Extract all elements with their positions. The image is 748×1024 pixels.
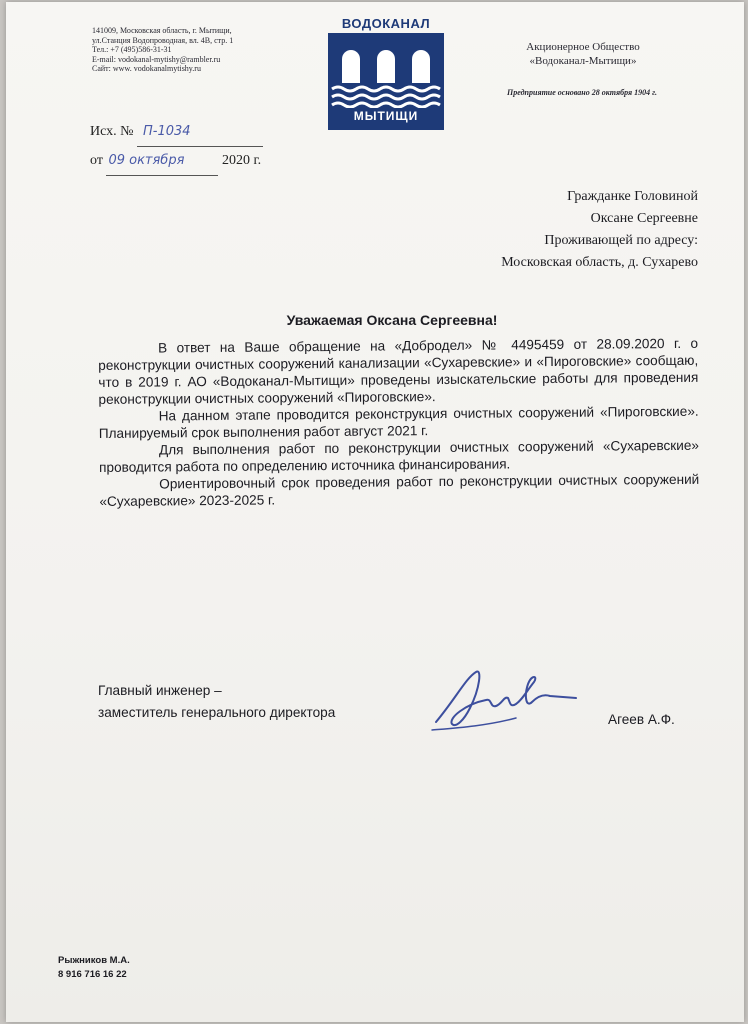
signatory-title: [98, 680, 335, 724]
out-number-label: Исх. №: [90, 124, 134, 139]
recipient-line: Проживающей по адресу:: [544, 233, 698, 248]
recipient-block: [386, 186, 698, 274]
outgoing-reference: [90, 118, 263, 176]
date-handwritten: 09 октября: [106, 147, 218, 176]
sender-address-line: ул.Станция Водопроводная, вл. 4В, стр. 1: [92, 35, 234, 45]
letter-sheet: [6, 2, 744, 1022]
logo-bottom-text: МЫТИЩИ: [353, 109, 419, 123]
body-paragraph: На данном этапе проводится реконструкция очистных сооружений «Пироговские». Планируемый срок выполнения работ август 2021 г.: [98, 403, 699, 441]
executor-phone: 8 916 716 16 22: [58, 969, 127, 980]
signatory-name: Агеев А.Ф.: [608, 712, 675, 727]
letter-body: [98, 335, 699, 510]
org-line-2: «Водоканал-Мытищи»: [529, 55, 637, 67]
date-prefix: от: [90, 153, 103, 168]
signatory-title-line-2: заместитель генерального директора: [98, 705, 336, 720]
organization-name: [498, 40, 668, 68]
sender-address: [92, 26, 302, 74]
org-line-1: Акционерное Общество: [526, 41, 640, 53]
out-number-handwritten: П-1034: [137, 118, 263, 147]
signatory-title-line-1: Главный инженер –: [98, 683, 222, 698]
body-paragraph: В ответ на Ваше обращение на «Добродел» № 4495459 от 28.09.2020 г. о реконструкции очистных сооружений канализации «Сухаревские» и «Пироговские» сообщаю, что в 2019 г. АО «Водоканал-Мытищи» проведены изыскательские работы для проведения реконструкции очистных сооружений «Пироговские».: [98, 335, 699, 407]
executor-name: Рыжников М.А.: [58, 955, 130, 966]
handwritten-signature: [426, 658, 596, 738]
salutation: Уважаемая Оксана Сергеевна!: [286, 312, 498, 328]
sender-email: E-mail: vodokanal-mytishy@rambler.ru: [92, 54, 221, 64]
recipient-address: Московская область, д. Сухарево: [501, 255, 698, 270]
recipient-line: Гражданке Головиной: [567, 189, 698, 204]
body-paragraph: Для выполнения работ по реконструкции очистных сооружений «Сухаревские» проводится работа по определению источника финансирования.: [99, 437, 700, 475]
executor-block: [58, 954, 130, 982]
body-paragraph: Ориентировочный срок проведения работ по реконструкции очистных сооружений «Сухаревские» 2023-2025 г.: [99, 471, 700, 509]
sender-website: Сайт: www. vodokanalmytishy.ru: [92, 64, 201, 74]
sender-address-line: 141009, Московская область, г. Мытищи,: [92, 26, 232, 35]
vodokanal-logo: [328, 16, 444, 130]
org-founded-note: Предприятие основано 28 октября 1904 г.: [507, 88, 657, 97]
date-suffix: 2020 г.: [221, 153, 262, 168]
logo-top-text: ВОДОКАНАЛ: [341, 16, 431, 31]
recipient-line: Оксане Сергеевне: [590, 211, 698, 226]
sender-phone: Тел.: +7 (495)586-31-31: [92, 45, 172, 55]
